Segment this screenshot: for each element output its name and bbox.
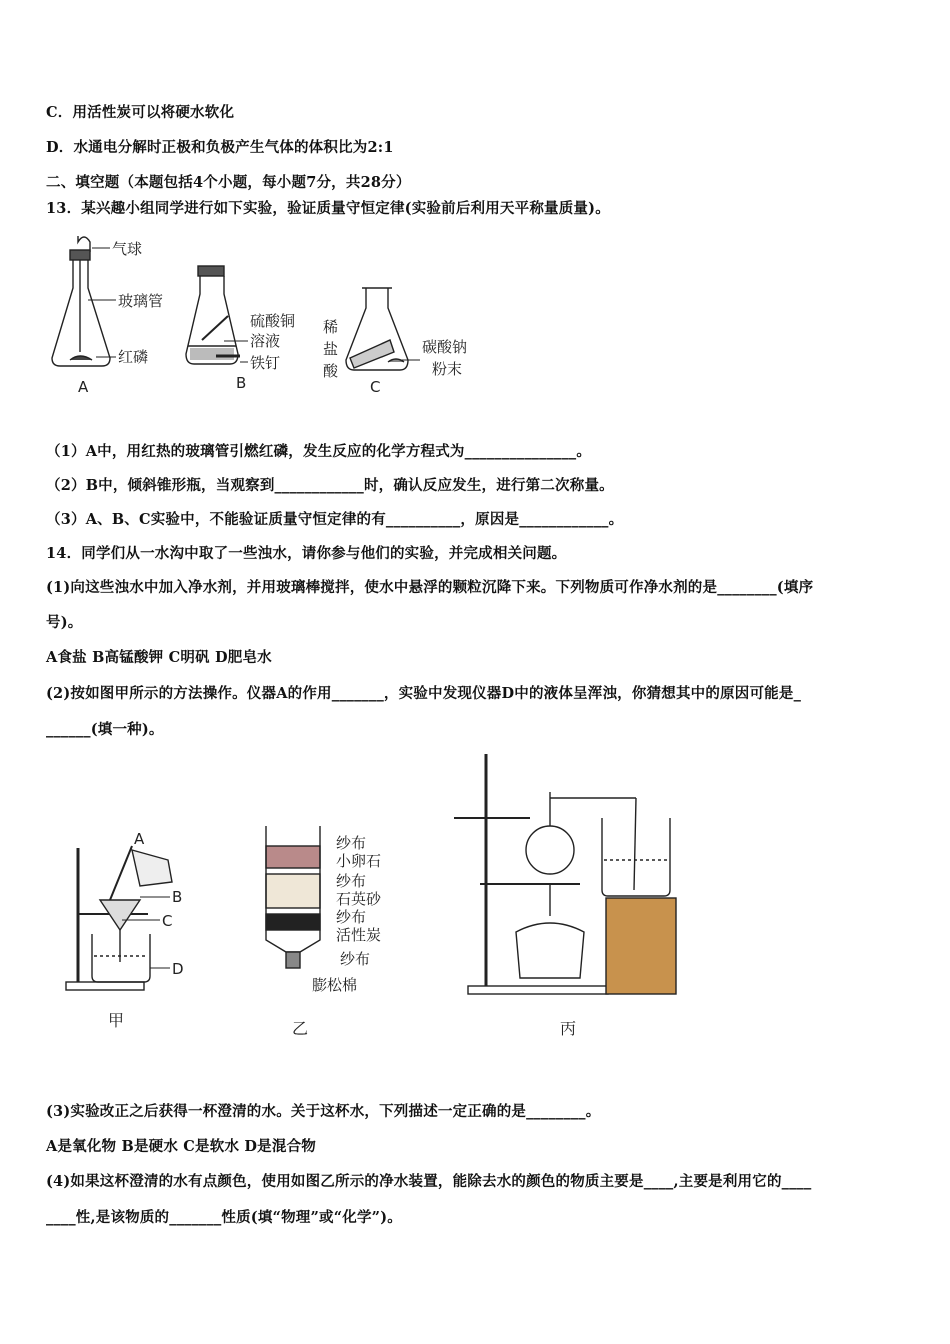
label-copper-sulfate: 硫酸铜	[250, 312, 296, 330]
q14-part2-cont: ______(填一种)。	[46, 721, 164, 738]
svg-text:小卵石: 小卵石	[336, 852, 382, 870]
svg-text:纱布: 纱布	[336, 872, 367, 890]
q13-part2: （2）B中，倾斜锥形瓶，当观察到____________时，确认反应发生，进行第二次称量。	[46, 477, 614, 494]
flask-c	[346, 288, 408, 370]
question-14-stem: 14．同学们从一水沟中取了一些浊水，请你参与他们的实验，并完成相关问题。	[46, 545, 567, 562]
q14-part4: (4)如果这杯澄清的水有点颜色，使用如图乙所示的净水装置，能除去水的颜色的物质主要是____,主要是利用它的____	[46, 1173, 812, 1190]
jia-label-d: D	[172, 960, 184, 978]
q14-part1: (1)向这些浊水中加入净水剂，并用玻璃棒搅拌，使水中悬浮的颗粒沉降下来。下列物质可作净水剂的是________(填序	[46, 579, 814, 596]
q14-part1-options: A食盐 B高锰酸钾 C明矾 D肥皂水	[46, 649, 272, 666]
caption-a: A	[78, 378, 89, 396]
distillation-apparatus	[454, 754, 676, 994]
q14-part1-cont: 号)。	[46, 614, 83, 631]
q14-part2: (2)按如图甲所示的方法操作。仪器A的作用_______，实验中发现仪器D中的液体呈浑浊，你猜想其中的原因可能是_	[46, 685, 802, 702]
label-acid: 酸	[323, 362, 339, 380]
q13-part3: （3）A、B、C实验中，不能验证质量守恒定律的有__________，原因是____________。	[46, 511, 624, 528]
caption-bing: 丙	[560, 1019, 577, 1038]
q13-figure	[40, 228, 490, 400]
label-powder: 粉末	[432, 360, 463, 378]
svg-text:纱布: 纱布	[336, 834, 367, 852]
svg-text:石英砂: 石英砂	[336, 890, 382, 908]
option-c-line: C．用活性炭可以将硬水软化	[46, 104, 235, 121]
caption-jia: 甲	[108, 1011, 125, 1030]
label-iron-nail: 铁钉	[250, 354, 281, 372]
purifier-labels	[312, 834, 382, 994]
svg-text:膨松棉: 膨松棉	[312, 976, 358, 994]
label-dilute: 稀	[323, 318, 339, 336]
label-glass-tube: 玻璃管	[118, 292, 164, 310]
caption-yi: 乙	[292, 1019, 309, 1038]
flask-b	[186, 266, 240, 364]
jia-label-b: B	[172, 888, 183, 906]
q13-part1: （1）A中，用红热的玻璃管引燃红磷，发生反应的化学方程式为_______________。	[46, 443, 592, 460]
flask-a	[52, 236, 110, 366]
question-13-stem: 13．某兴趣小组同学进行如下实验，验证质量守恒定律(实验前后利用天平称量质量)。	[46, 200, 610, 217]
svg-text:纱布: 纱布	[340, 950, 371, 968]
q14-part3: (3)实验改正之后获得一杯澄清的水。关于这杯水，下列描述一定正确的是________。	[46, 1103, 601, 1120]
q14-part3-options: A是氧化物 B是硬水 C是软水 D是混合物	[46, 1138, 316, 1155]
svg-text:纱布: 纱布	[336, 908, 367, 926]
caption-c: C	[370, 378, 381, 396]
option-d-line: D．水通电分解时正极和负极产生气体的体积比为2:1	[46, 139, 394, 156]
label-sodium-carbonate: 碳酸钠	[422, 338, 468, 356]
label-solution: 溶液	[250, 332, 281, 350]
label-balloon: 气球	[112, 240, 143, 258]
svg-text:活性炭: 活性炭	[336, 926, 382, 944]
jia-label-a: A	[134, 830, 145, 848]
jia-label-c: C	[162, 912, 173, 930]
section-heading: 二、填空题（本题包括4个小题，每小题7分，共28分）	[46, 174, 411, 191]
q14-figure	[60, 750, 890, 1050]
label-red-phosphorus: 红磷	[118, 348, 149, 366]
label-hydrochloric: 盐	[323, 340, 339, 358]
caption-b: B	[236, 374, 247, 392]
q14-part4-cont: ____性,是该物质的_______性质(填“物理”或“化学”)。	[46, 1209, 402, 1226]
water-purifier	[266, 826, 320, 968]
